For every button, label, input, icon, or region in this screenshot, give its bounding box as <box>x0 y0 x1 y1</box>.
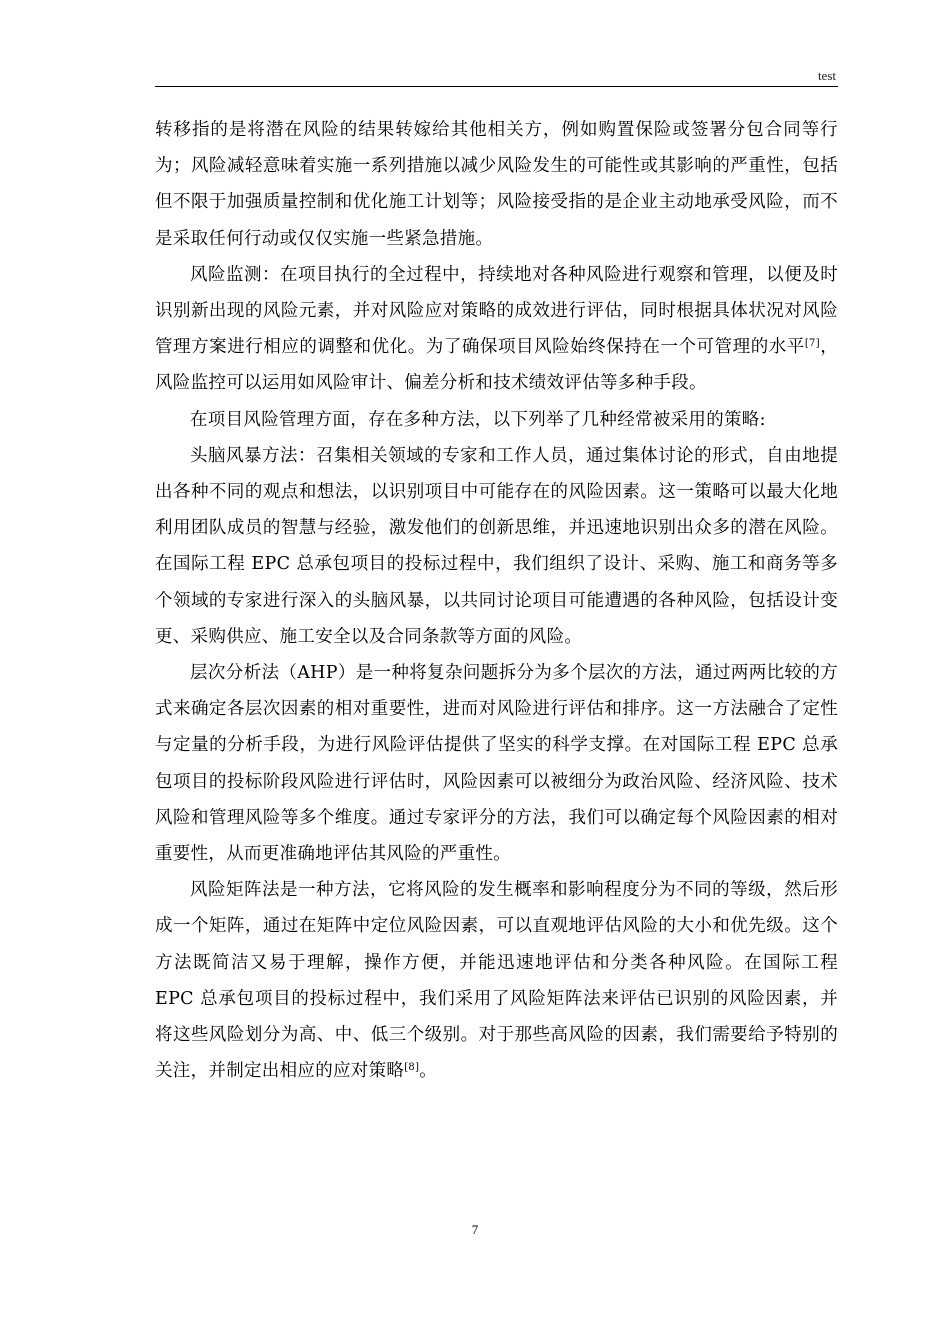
paragraph-text: 风险监测：在项目执行的全过程中，持续地对各种风险进行观察和管理，以便及时识别新出现的风险元素，并对风险应对策略的成效进行评估，同时根据具体状况对风险管理方案进行相应的调整和优化。为了确保项目风险始终保持在一个可管理的水平 <box>155 264 838 358</box>
body-text <box>155 112 838 1089</box>
paragraph-risk-matrix <box>155 872 838 1089</box>
paragraph-text: 头脑风暴方法：召集相关领域的专家和工作人员，通过集体讨论的形式，自由地提出各种不同的观点和想法，以识别项目中可能存在的风险因素。这一策略可以最大化地利用团队成员的智慧与经验，激发他们的创新思维，并迅速地识别出众多的潜在风险。在国际工程 EPC 总承包项目的投标过程中，我们组织了设计、采购、施工和商务等多个领域的专家进行深入的头脑风暴，以共同讨论项目可能遭遇的各种风险，包括设计变更、采购供应、施工安全以及合同条款等方面的风险。 <box>155 445 838 647</box>
paragraph-text-tail: 。 <box>419 1061 438 1082</box>
paragraph-text: 层次分析法（AHP）是一种将复杂问题拆分为多个层次的方法，通过两两比较的方式来确定各层次因素的相对重要性，进而对风险进行评估和排序。这一方法融合了定性与定量的分析手段，为进行风险评估提供了坚实的科学支撑。在对国际工程 EPC 总承包项目的投标阶段风险进行评估时，风险因素可以被细分为政治风险、经济风险、技术风险和管理风险等多个维度。通过专家评分的方法，我们可以确定每个风险因素的相对重要性，从而更准确地评估其风险的严重性。 <box>155 663 838 865</box>
page-number: 7 <box>471 1222 479 1237</box>
paragraph-ahp <box>155 655 838 872</box>
citation-ref: [7] <box>804 338 820 350</box>
paragraph-methods-intro <box>155 402 838 438</box>
paragraph-risk-monitoring <box>155 257 838 402</box>
paragraph-text: 在项目风险管理方面，存在多种方法，以下列举了几种经常被采用的策略: <box>190 409 766 430</box>
running-header: test <box>817 68 836 83</box>
paragraph-text: 转移指的是将潜在风险的结果转嫁给其他相关方，例如购置保险或签署分包合同等行为；风险减轻意味着实施一系列措施以减少风险发生的可能性或其影响的严重性，包括但不限于加强质量控制和优化施工计划等；风险接受指的是企业主动地承受风险，而不是采取任何行动或仅仅实施一些紧急措施。 <box>155 120 838 249</box>
header-rule <box>155 86 838 87</box>
paragraph-brainstorming <box>155 438 838 655</box>
paragraph-text: 风险矩阵法是一种方法，它将风险的发生概率和影响程度分为不同的等级，然后形成一个矩阵，通过在矩阵中定位风险因素，可以直观地评估风险的大小和优先级。这个方法既简洁又易于理解，操作方便，并能迅速地评估和分类各种风险。在国际工程 EPC 总承包项目的投标过程中，我们采用了风险矩阵法来评估已识别的风险因素，并将这些风险划分为高、中、低三个级别。对于那些高风险的因素，我们需要给予特别的关注，并制定出相应的应对策略 <box>155 880 838 1082</box>
citation-ref: [8] <box>404 1062 420 1074</box>
paragraph-text-tail: ，风险监控可以运用如风险审计、偏差分析和技术绩效评估等多种手段。 <box>155 337 838 394</box>
paragraph-risk-response-continuation <box>155 112 838 257</box>
